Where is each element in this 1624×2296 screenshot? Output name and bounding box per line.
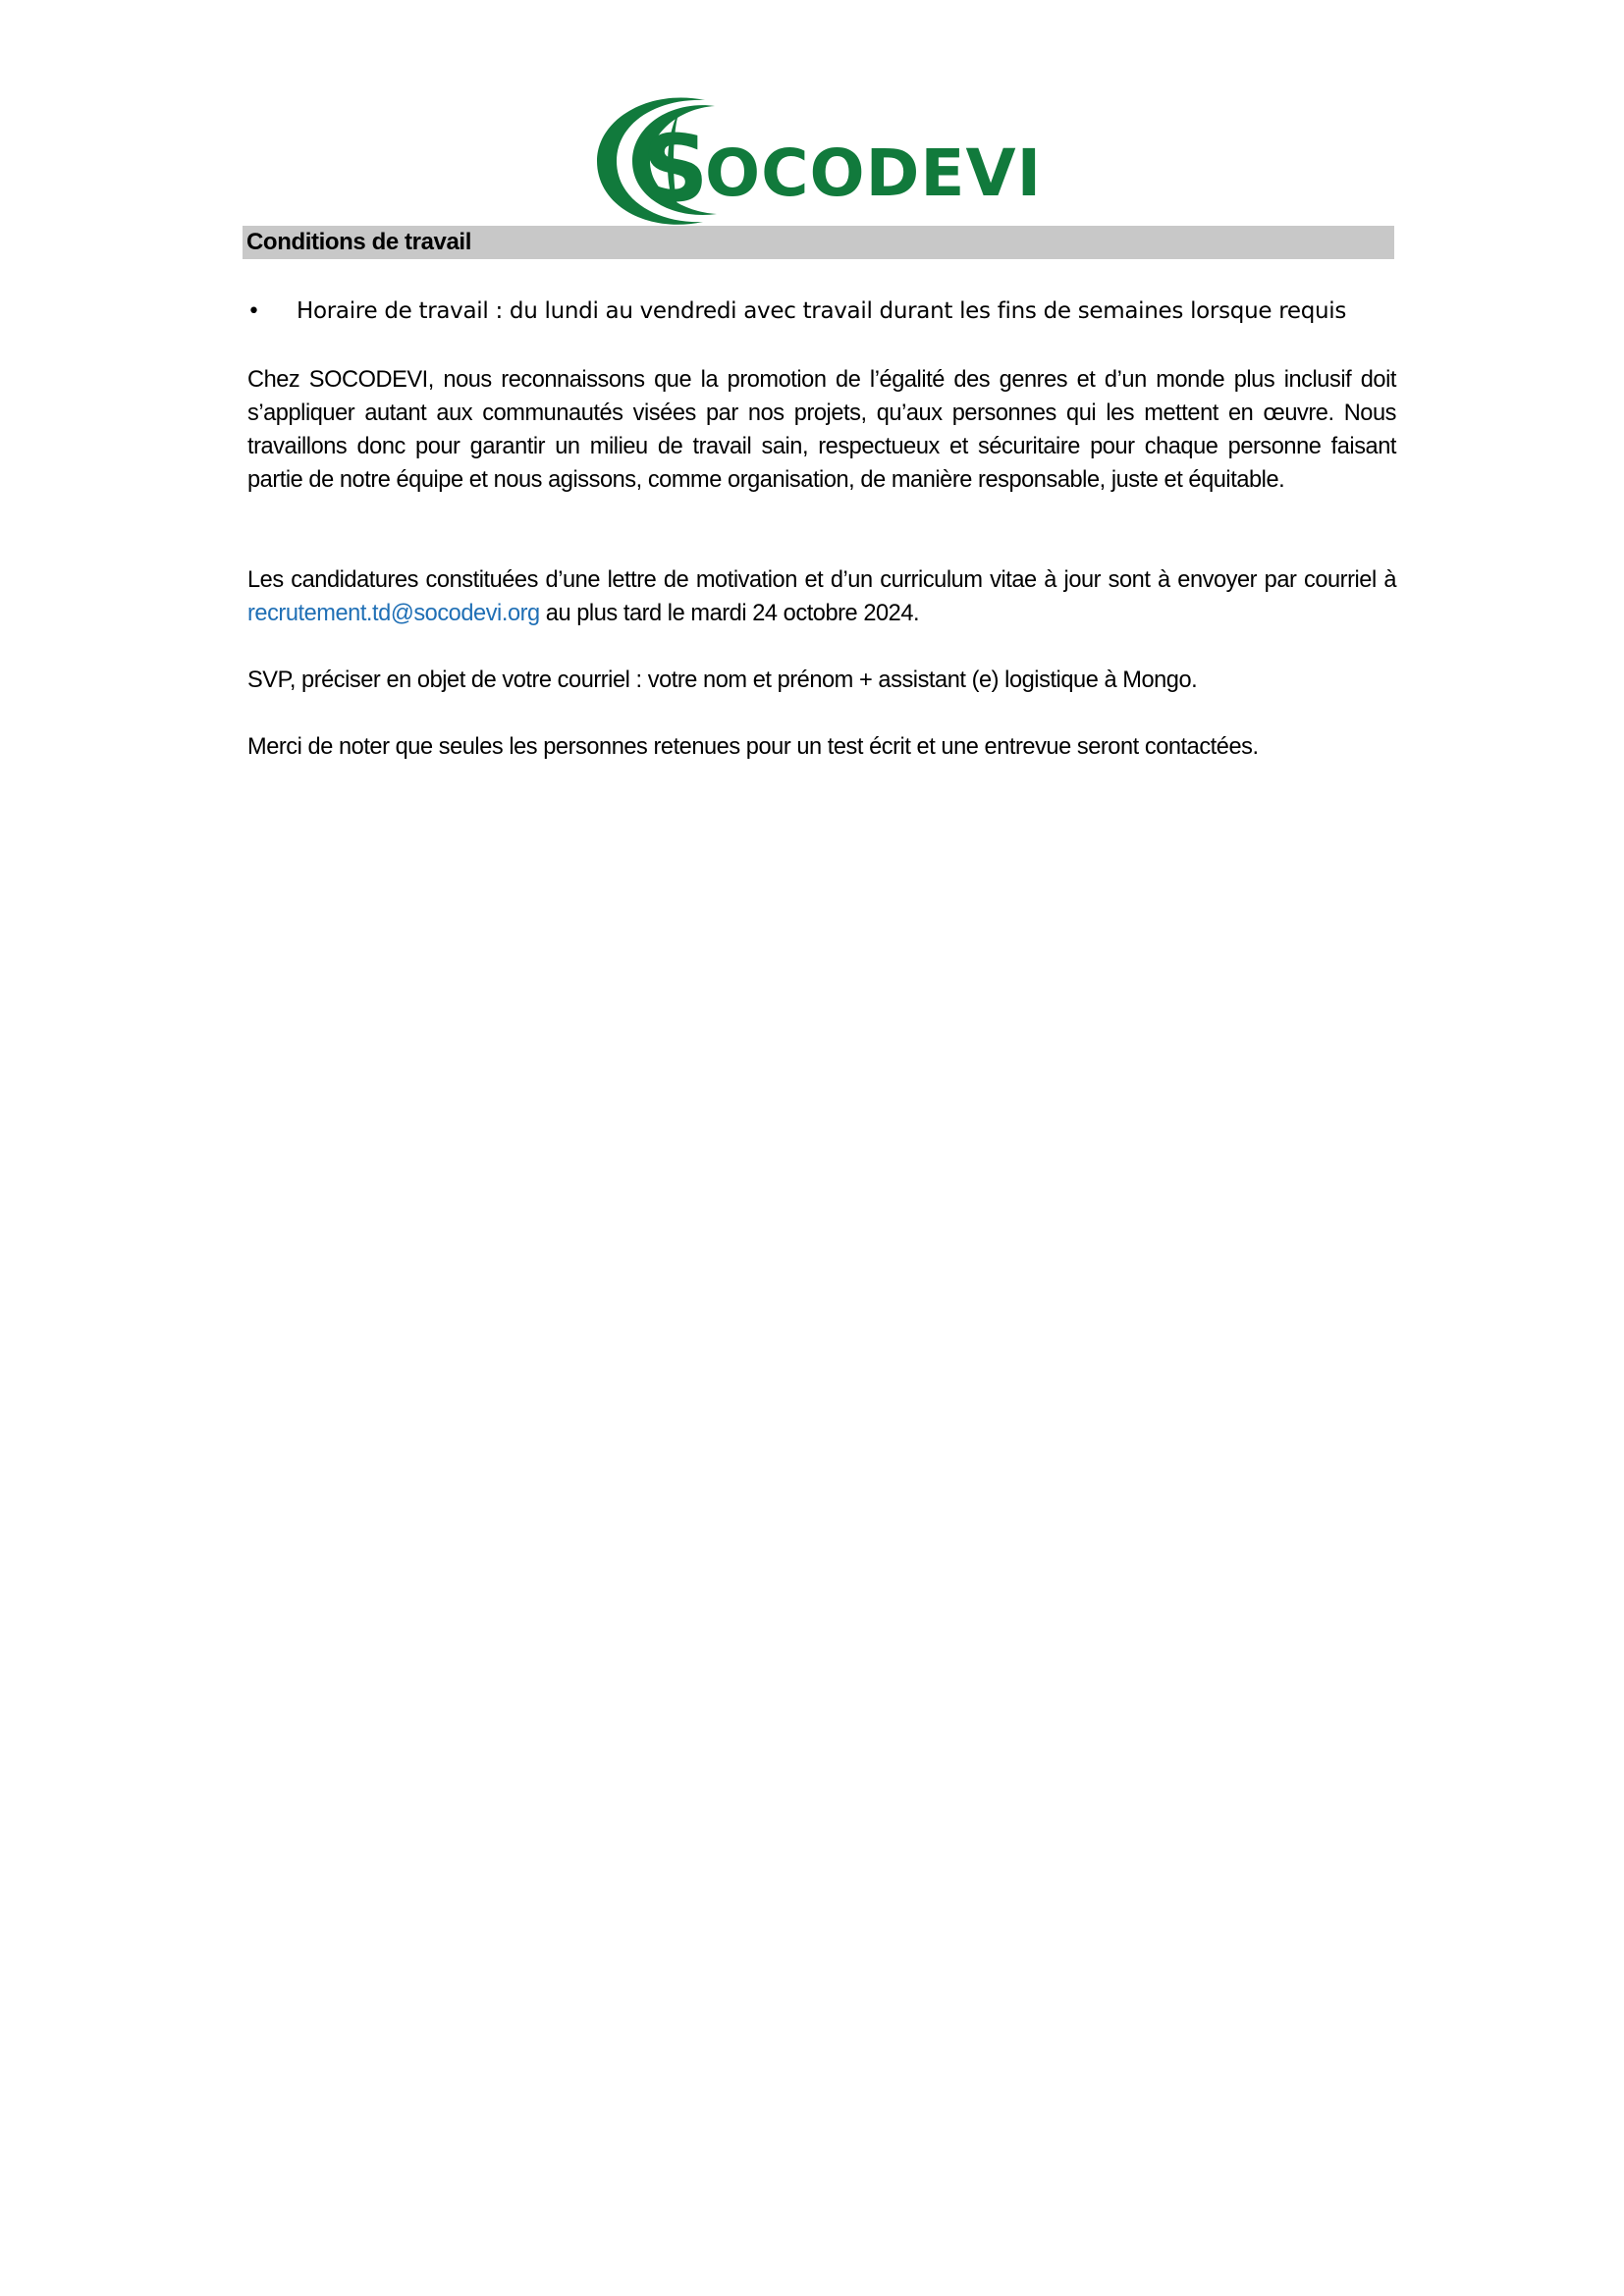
conditions-list [247, 294, 1396, 329]
logo-s-letter: S [642, 116, 709, 223]
section-title: Conditions de travail [246, 229, 471, 255]
list-item [247, 294, 1396, 329]
recruitment-email-link[interactable]: recrutement.td@socodevi.org [247, 601, 540, 626]
application-paragraph [247, 563, 1396, 630]
application-text-before: Les candidatures constituées d’une lettre de motivation et d’un curriculum vitae à jour sont à envoyer par courriel à [247, 567, 1396, 593]
section-header-bar [243, 226, 1394, 259]
notice-paragraph: Merci de noter que seules les personnes retenues pour un test écrit et une entrevue seront contactées. [247, 734, 1259, 760]
subject-paragraph: SVP, préciser en objet de votre courriel : votre nom et prénom + assistant (e) logistique à Mongo. [247, 667, 1198, 693]
bullet-icon: • [247, 299, 260, 324]
logo-wordmark: OCODEVI [705, 135, 1043, 211]
socodevi-logo [589, 90, 1051, 230]
list-item-text: Horaire de travail : du lundi au vendredi avec travail durant les fins de semaines lorsque requis [297, 298, 1347, 324]
inclusion-paragraph: Chez SOCODEVI, nous reconnaissons que la promotion de l’égalité des genres et d’un monde plus inclusif doit s’appliquer autant aux communautés visées par nos projets, qu’aux personnes qui les mettent en œuvre. Nous travaillons donc pour garantir un milieu de travail sain, respectueux et sécuritaire pour chaque personne faisant partie de notre équipe et nous agissons, comme organisation, de manière responsable, juste et équitable. [247, 367, 1396, 493]
application-text-after: au plus tard le mardi 24 octobre 2024. [539, 601, 920, 626]
